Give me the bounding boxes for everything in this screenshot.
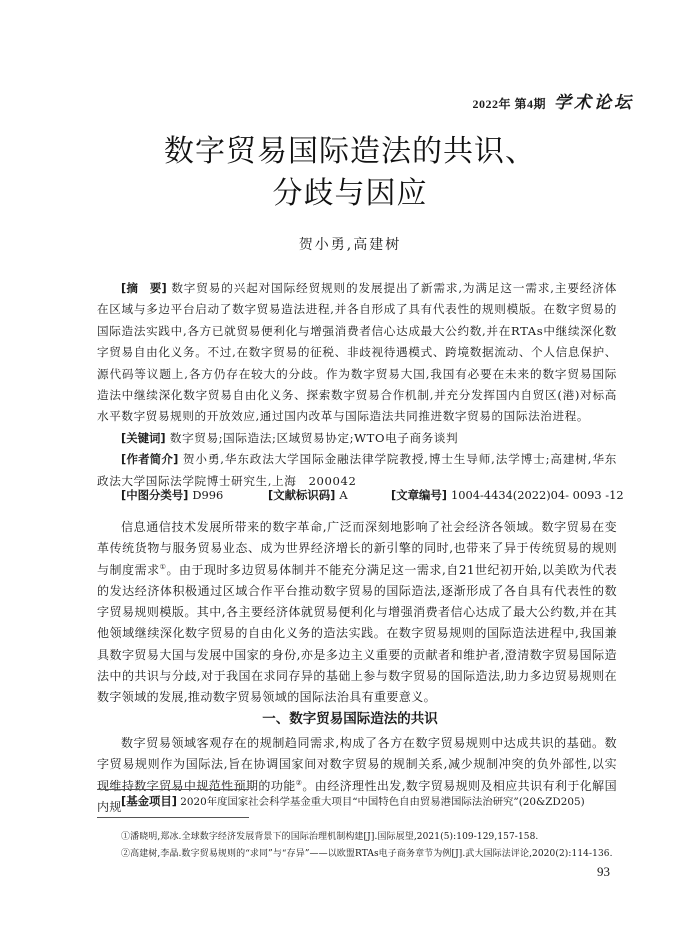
- abstract-text: 数字贸易的兴起对国际经贸规则的发展提出了新需求,为满足这一需求,主要经济体在区域与多边平台启动了数字贸易造法进程,并各自形成了具有代表性的规则模版。在数字贸易的国际造法实践中,各方已就贸易便利化与增强消费者信心达成最大公约数,并在RTAs中继续深化数字贸易自由化义务。不过,在数字贸易的征税、非歧视待遇模式、跨境数据流动、个人信息保护、源代码等议题上,各方仍存在较大的分歧。作为数字贸易大国,我国有必要在未来的数字贸易国际造法中继续深化数字贸易自由化义务、探索数字贸易合作机制,并充分发挥国内自贸区(港)对标高水平数字贸易规则的开放效应,通过国内改革与国际造法共同推进数字贸易的国际法治进程。: [97, 281, 617, 424]
- article-no-value: 1004-4434(2022)04- 0093 -12: [450, 488, 624, 502]
- footnote-divider: [97, 789, 249, 790]
- article-title: [0, 131, 700, 215]
- footnote-2: ②高建树,李晶.数字贸易规则的“求同”与“存异”——以欧盟RTAs电子商务章节为例[J].武大国际法评论,2020(2):114-136.: [121, 849, 613, 859]
- authors: 贺小勇,高建树: [298, 237, 402, 253]
- intro-paragraph: [97, 517, 617, 709]
- footnote-ref-2[interactable]: ②: [295, 778, 303, 787]
- footnote-1: ①潘晓明,郑冰.全球数字经济发展背景下的国际治理机制构建[J].国际展望,2021(5):109-129,157-158.: [121, 832, 539, 842]
- journal-header: [472, 88, 634, 113]
- section-heading: 一、数字贸易国际造法的共识: [262, 711, 438, 727]
- author-bio-label: [作者简介]: [121, 452, 179, 467]
- author-bio: [97, 449, 617, 492]
- keywords-text: 数字贸易;国际造法;区域贸易协定;WTO电子商务谈判: [169, 430, 459, 445]
- keywords: [97, 428, 617, 449]
- clc-value: D996: [192, 488, 224, 502]
- title-line-1: 数字贸易国际造法的共识、: [164, 134, 536, 169]
- author-bio-text: 贺小勇,华东政法大学国际金融法律学院教授,博士生导师,法学博士;高建树,华东政法大学国际法学院博士研究生,上海 200042: [97, 452, 617, 488]
- journal-name: 学术论坛: [554, 93, 634, 113]
- title-line-2: 分歧与因应: [272, 176, 428, 211]
- intro-text: 信息通信技术发展所带来的数字革命,广泛而深刻地影响了社会经济各领域。数字贸易在变革传统货物与服务贸易业态、成为世界经济增长的新引擎的同时,也带来了异于传统贸易的规则与制度需求: [97, 520, 617, 577]
- abstract: [97, 278, 617, 428]
- clc-label: [中图分类号]: [121, 488, 189, 502]
- abstract-label: [摘 要]: [121, 281, 167, 295]
- front-matter: [97, 278, 617, 492]
- section1-text-cont: 。由经济理性出发,数字贸易规则及相应共识有利于化解国内规: [97, 778, 618, 814]
- funding-label: [基金项目]: [121, 794, 177, 808]
- funding-text: 2020年度国家社会科学基金重大项目“中国特色自由贸易港国际法治研究”(20&ZD205): [180, 796, 585, 808]
- keywords-label: [关键词]: [121, 430, 166, 445]
- intro-text-cont: 。由于现时多边贸易体制并不能充分满足这一需求,自21世纪初开始,以美欧为代表的发达经济体积极通过区域合作平台推动数字贸易的国际造法,逐渐形成了各自具有代表性的数字贸易规则模版。其中,各主要经济体就贸易便利化与增强消费者信心达成了最大公约数,并在其他领域继续深化数字贸易的自由化义务的造法实践。在数字贸易规则的国际造法进程中,我国兼具数字贸易大国与发展中国家的身份,亦是多边主义重要的贡献者和维护者,澄清数字贸易国际造法中的共识与分歧,对于我国在求同存异的基础上参与数字贸易的国际造法,助力多边贸易规则在数字领域的发展,推动数字贸易领域的国际法治具有重要意义。: [97, 562, 617, 705]
- doc-code-label: [文献标识码]: [268, 488, 336, 502]
- footnote-ref-1[interactable]: ①: [159, 562, 167, 571]
- footnote-divider-2: [97, 817, 249, 818]
- classification-line: [121, 487, 624, 503]
- article-no-label: [文章编号]: [391, 488, 447, 502]
- funding-note: [121, 793, 585, 809]
- page-number: 93: [597, 864, 610, 879]
- section1-text: 数字贸易领域客观存在的规制趋同需求,构成了各方在数字贸易规则中达成共识的基础。数字贸易规则作为国际法,旨在协调国家间对数字贸易的规制关系,减少规制冲突的负外部性,以实现维持数字贸易中规范性预期的功能: [97, 736, 617, 793]
- issue-label: 2022年 第4期: [472, 97, 546, 111]
- doc-code-value: A: [339, 488, 348, 502]
